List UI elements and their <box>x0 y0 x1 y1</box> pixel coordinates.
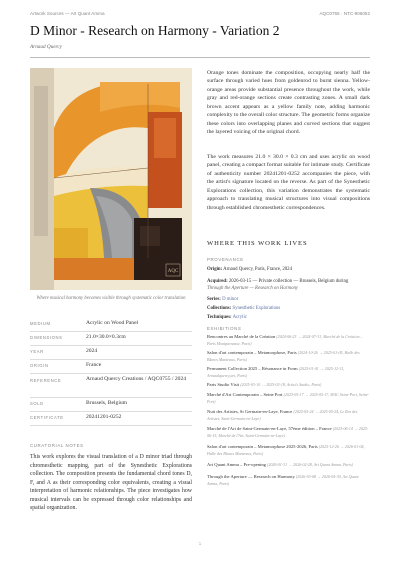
description-paragraph-1: Orange tones dominate the composition, occupying nearly half the surface through varied hues from goldenrod to burnt sienna. Yellow-orange areas provide substantial presence throughout the work, while gray and red-orange sections create contrasting zones. A small dark brown accent appears as a yellow family note, adding harmonic complexity to the overall color structure. The geometric forms organize these colors into overlapping planes and curved sections that suggest the layered voicing of the original chord. <box>207 70 370 136</box>
collection-link[interactable]: Synesthetic Explorations <box>232 306 281 311</box>
technique-line <box>207 314 370 321</box>
spec-row-medium <box>30 317 192 332</box>
exhibition-name: Art Quant Amma – Pre-opening <box>207 462 266 467</box>
provenance-origin <box>207 266 370 273</box>
spec-value: Acrylic on Wood Panel <box>86 320 139 326</box>
collection-label: Collections: <box>207 306 232 311</box>
exhibition-item[interactable] <box>207 474 370 488</box>
exhibition-item[interactable] <box>207 426 370 440</box>
exhibition-name: Permanent Collection 2025 – Résonance in Form <box>207 366 298 371</box>
acquired-exhibition: Through the Aperture — Research on Harmony <box>207 286 299 292</box>
artist-name: Arnaud Quercy <box>30 44 62 50</box>
exhibition-detail: (2025-05-24 → 2025-05-24, Le Rex des Artistes, Saint-Germain-en-Laye) <box>207 409 358 421</box>
spec-row-year <box>30 345 192 360</box>
series-label: Series: <box>207 297 221 302</box>
spec-row-certificate <box>30 411 192 426</box>
collection-line <box>207 305 370 312</box>
exhibition-item[interactable] <box>207 350 370 364</box>
exhibition-detail: (2024-10-26 → 2025-01-05, Halle des Blancs Manteaux, Paris) <box>207 350 360 362</box>
exhibition-detail: (2026-03-08 → 2026-04-30, Art Quant Amma, Paris) <box>207 474 359 486</box>
exhibition-item[interactable] <box>207 334 370 348</box>
title-divider <box>30 57 370 58</box>
acquired-value: 2026-03-15 — Private collection — Brussels, Belgium during <box>228 279 349 284</box>
description-paragraph-2: The work measures 21.0 × 30.0 × 0.3 cm and uses acrylic on wood panel, creating a compact format suitable for intimate study. Certificate of authenticity number 20241201-0252 accompanies the piece, with the artist's signature located on the reverse. As part of the Synesthetic Explorations collection, this variation demonstrates the systematic approach to translating musical structures into visual compositions through established chromesthetic correspondences. <box>207 154 370 211</box>
spec-row-dimensions <box>30 331 192 346</box>
exhibition-item[interactable] <box>207 392 370 406</box>
acquired-label: Acquired: <box>207 279 228 284</box>
series-line <box>207 296 370 303</box>
spec-row-origin <box>30 359 192 374</box>
top-bar <box>30 11 370 20</box>
spec-value: 21.0×30.0×0.3cm <box>86 334 126 340</box>
breadcrumb[interactable]: Artwork Sources — Art Quant Amma <box>30 11 105 16</box>
exhibition-detail: (2025-12-26 → 2026-01-04, Halle des Blancs Manteaux, Paris) <box>207 444 365 456</box>
artist-signature: AQC <box>167 269 179 274</box>
artwork-image <box>30 68 192 290</box>
exhibition-name: Marché de l'Art de Saint-Germain-en-Laye, 57ème édition – France <box>207 426 332 431</box>
exhibition-detail: (2025-05-17 → 2025-05-17, MAC Seine-Port, Seine-Port) <box>207 392 369 404</box>
provenance-acquired <box>207 278 370 292</box>
exhibition-name: Salon d'art contemporain – Metamorphose, Paris <box>207 350 297 355</box>
exhibition-name: Marché d'Art Contemporain – Seine Port <box>207 392 283 397</box>
exhibition-name: Salon d'art contemporain – Metamorphose 2025-2026, Paris <box>207 444 318 449</box>
page-title: D Minor - Research on Harmony - Variation 2 <box>30 23 280 38</box>
provenance-heading: PROVENANCE <box>207 257 244 262</box>
artwork-caption: Where musical harmony becomes visible through systematic color translation <box>36 296 186 301</box>
page-number: 1 <box>198 541 202 546</box>
exhibition-detail: (2025-06-14 → 2025-06-15, Marché de l'Art, Saint-Germain-en-Laye) <box>207 426 369 438</box>
exhibition-detail: (2024-06-23 → 2024-07-31, Marché de la Création – Paris Montparnasse, Paris) <box>207 334 363 346</box>
spec-label: MEDIUM <box>30 321 51 326</box>
exhibition-name: Rencontres au Marché de la Création <box>207 334 276 339</box>
spec-value: 2024 <box>86 348 98 354</box>
exhibition-name: Through the Aperture — Research on Harmony <box>207 474 295 479</box>
spec-label: REFERENCE <box>30 378 62 383</box>
curatorial-text: This work explores the visual translation of a D minor triad through chromesthetic mapping, part of the Synesthetic Explorations collection. The composition presents the fundamental chord tones D, F, and A as their corresponding color equivalents, creating a visual interpretation of harmonic relationships. The piece investigates how musical intervals can be expressed through color relationships and spatial organization. <box>30 454 192 512</box>
spec-value: Brussels, Belgium <box>86 400 128 406</box>
where-heading: WHERE THIS WORK LIVES <box>207 240 308 247</box>
spec-row-reference <box>30 373 192 398</box>
exhibition-item[interactable] <box>207 462 370 469</box>
spec-row-sold <box>30 397 192 412</box>
origin-label: Origin: <box>207 267 223 272</box>
spec-label: YEAR <box>30 349 44 354</box>
series-link[interactable]: D minor <box>222 297 239 302</box>
exhibition-item[interactable] <box>207 409 370 423</box>
spec-label: ORIGIN <box>30 363 49 368</box>
exhibition-item[interactable] <box>207 382 370 389</box>
spec-label: DIMENSIONS <box>30 335 63 340</box>
technique-label: Techniques: <box>207 315 232 320</box>
exhibition-name: Paris Studio Visit <box>207 382 240 387</box>
spec-value: 20241201-0252 <box>86 414 122 420</box>
exhibition-item[interactable] <box>207 444 370 458</box>
origin-value: Arnaud Quercy, Paris, France, 2024 <box>223 267 292 272</box>
exhibition-detail: (2026-01-31 → 2026-02-28, Art Quant Amma, Paris) <box>267 462 353 467</box>
exhibition-detail: (2025-01-01 → 2025-12-31, Arnaudquercy.art, Paris) <box>207 366 345 378</box>
exhibition-detail: (2025-03-10 → 2025-03-18, Artist's Studio, Paris) <box>240 382 322 387</box>
exhibition-item[interactable] <box>207 366 370 380</box>
spec-value: Arnaud Quercy Creations / AQC0755 / 2024 <box>86 376 187 382</box>
technique-link[interactable]: Acrylic <box>232 315 247 320</box>
spec-label: CERTIFICATE <box>30 415 64 420</box>
curatorial-heading: CURATORIAL NOTES <box>30 443 84 448</box>
exhibitions-heading: EXHIBITIONS <box>207 326 242 331</box>
spec-value: France <box>86 362 102 368</box>
exhibition-name: Nuit des Artistes, St Germain-en-Laye, France <box>207 409 293 414</box>
reference-code: AQC0755 · NTC-906052 <box>319 11 370 16</box>
spec-label: SOLD <box>30 401 44 406</box>
